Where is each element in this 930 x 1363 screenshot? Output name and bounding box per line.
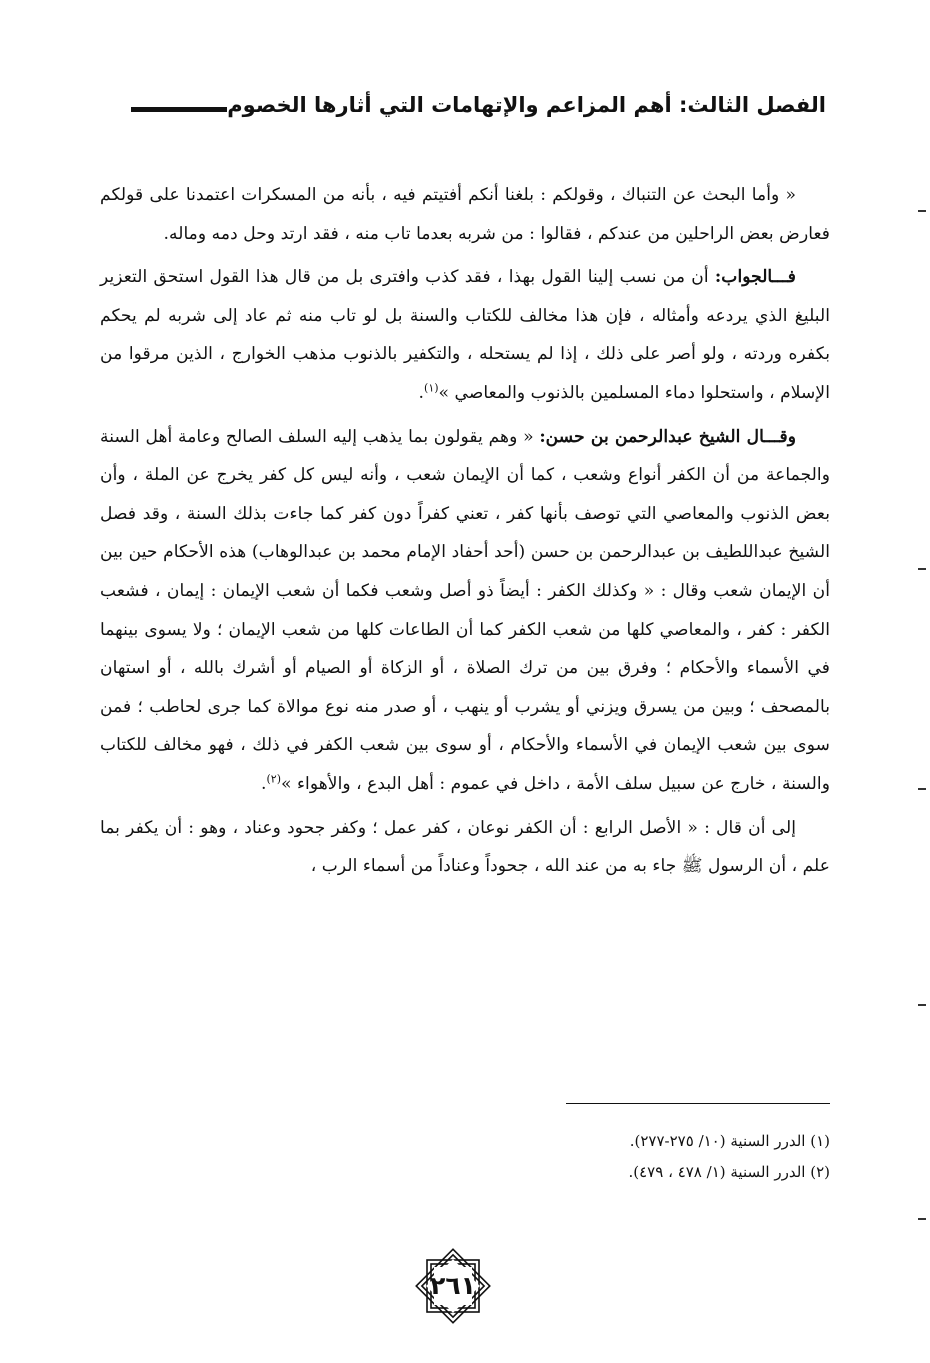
paragraph-4 — [100, 809, 830, 886]
chapter-title: أهم المزاعم والإتهامات التي أثارها الخصوم — [227, 93, 672, 117]
paragraph-text: « وأما البحث عن التنباك ، وقولكم : بلغنا أنكم أفتيتم فيه ، بأنه من المسكرات اعتمدنا على قولكم فعارض بعض الراحلين من عندكم ، فقالوا : من شربه بعدما تاب منه ، فقد ارتد وحل دمه وماله. — [100, 185, 830, 244]
header-rule — [131, 107, 227, 112]
margin-tick — [918, 1004, 926, 1006]
paragraph-1 — [100, 176, 830, 253]
chapter-label: الفصل الثالث — [687, 93, 826, 117]
running-header — [100, 78, 830, 118]
header-separator: : — [671, 93, 688, 117]
footnotes — [100, 1126, 830, 1188]
header-title — [227, 95, 826, 118]
paragraph-text: « وهم يقولون بما يذهب إليه السلف الصالح وعامة أهل السنة والجماعة من أن الكفر أنواع وشعب ، كما أن الإيمان شعب ، وأنه ليس كل كفر يخرج عن الملة ، وأن بعض الذنوب والمعاصي التي توصف بأنها كفر ، تعني كفراً دون كفر كما جاءت بذلك السنة ، وقد فصل الشيخ عبداللطيف بن عبدالرحمن بن حسن (أحد أحفاد الإمام محمد بن عبدالوهاب) هذه الأحكام حين بين أن الإيمان شعب وقال : « وكذلك الكفر : أيضاً ذو أصل وشعب فكما أن شعب الإيمان : إيمان ، فشعب الكفر : كفر ، والمعاصي كلها من شعب الكفر كما أن الطاعات كلها من شعب الإيمان ؛ ولا يسوى بينهما في الأسماء والأحكام ؛ وفرق بين من ترك الصلاة ، أو الزكاة أو الصيام أو أشرك بالله ، أو استهان بالمصحف ؛ وبين من يسرق ويزني أو يشرب أو ينهب ، أو صدر منه نوع موالاة كما جرى لحاطب ؛ فمن سوى بين شعب الإيمان في الأسماء والأحكام ، أو سوى بين شعب الكفر في ذلك ، فهو مخالف للكتاب والسنة ، خارج عن سبيل سلف الأمة ، داخل في عموم : أهل البدع ، والأهواء » — [100, 426, 830, 794]
paragraph-lead: فـــالجواب: — [714, 267, 796, 288]
paragraph-2 — [100, 258, 830, 412]
page-number-ornament — [410, 1243, 496, 1329]
paragraph-text: إلى أن قال : « الأصل الرابع : أن الكفر نوعان ، كفر عمل ؛ وكفر جحود وعناد ، وهو : أن يكفر بما علم ، أن الرسول ﷺ جاء به من عند الله ، جحوداً وعناداً من أسماء الرب ، — [100, 817, 830, 877]
margin-tick — [918, 1218, 926, 1220]
paragraph-tail: . — [261, 773, 267, 794]
paragraph-3 — [100, 418, 830, 804]
margin-tick — [918, 788, 926, 790]
footnote-2: (٢) الدرر السنية (١/ ٤٧٨ ، ٤٧٩). — [628, 1163, 830, 1181]
page-number: ٢٦١ — [430, 1271, 476, 1300]
footnote-ref-1: (١) — [424, 381, 439, 395]
body-text — [100, 176, 830, 886]
margin-tick — [918, 210, 926, 212]
paragraph-tail: . — [418, 382, 425, 403]
paragraph-text: أن من نسب إلينا القول بهذا ، فقد كذب وافترى بل من قال هذا القول استحق التعزير البليغ الذي يردعه وأمثاله ، فإن هذا مخالف للكتاب والسنة بل لو تاب منه ثم عاد إلى شربه لم يحكم بكفره وردته ، ولو أصر على ذلك ، إذا لم يستحله ، والتكفير بالذنوب مذهب الخوارج ، الذين مرقوا من الإسلام ، واستحلوا دماء المسلمين بالذنوب والمعاصي » — [100, 267, 830, 403]
margin-tick — [918, 568, 926, 570]
footnote-ref-2: (٢) — [266, 772, 281, 786]
footnote-rule — [566, 1103, 830, 1104]
footnote-1: (١) الدرر السنية (١٠/ ٢٧٥-٢٧٧). — [629, 1132, 830, 1150]
paragraph-lead: وقـــال الشيخ عبدالرحمن بن حسن: — [539, 426, 797, 447]
